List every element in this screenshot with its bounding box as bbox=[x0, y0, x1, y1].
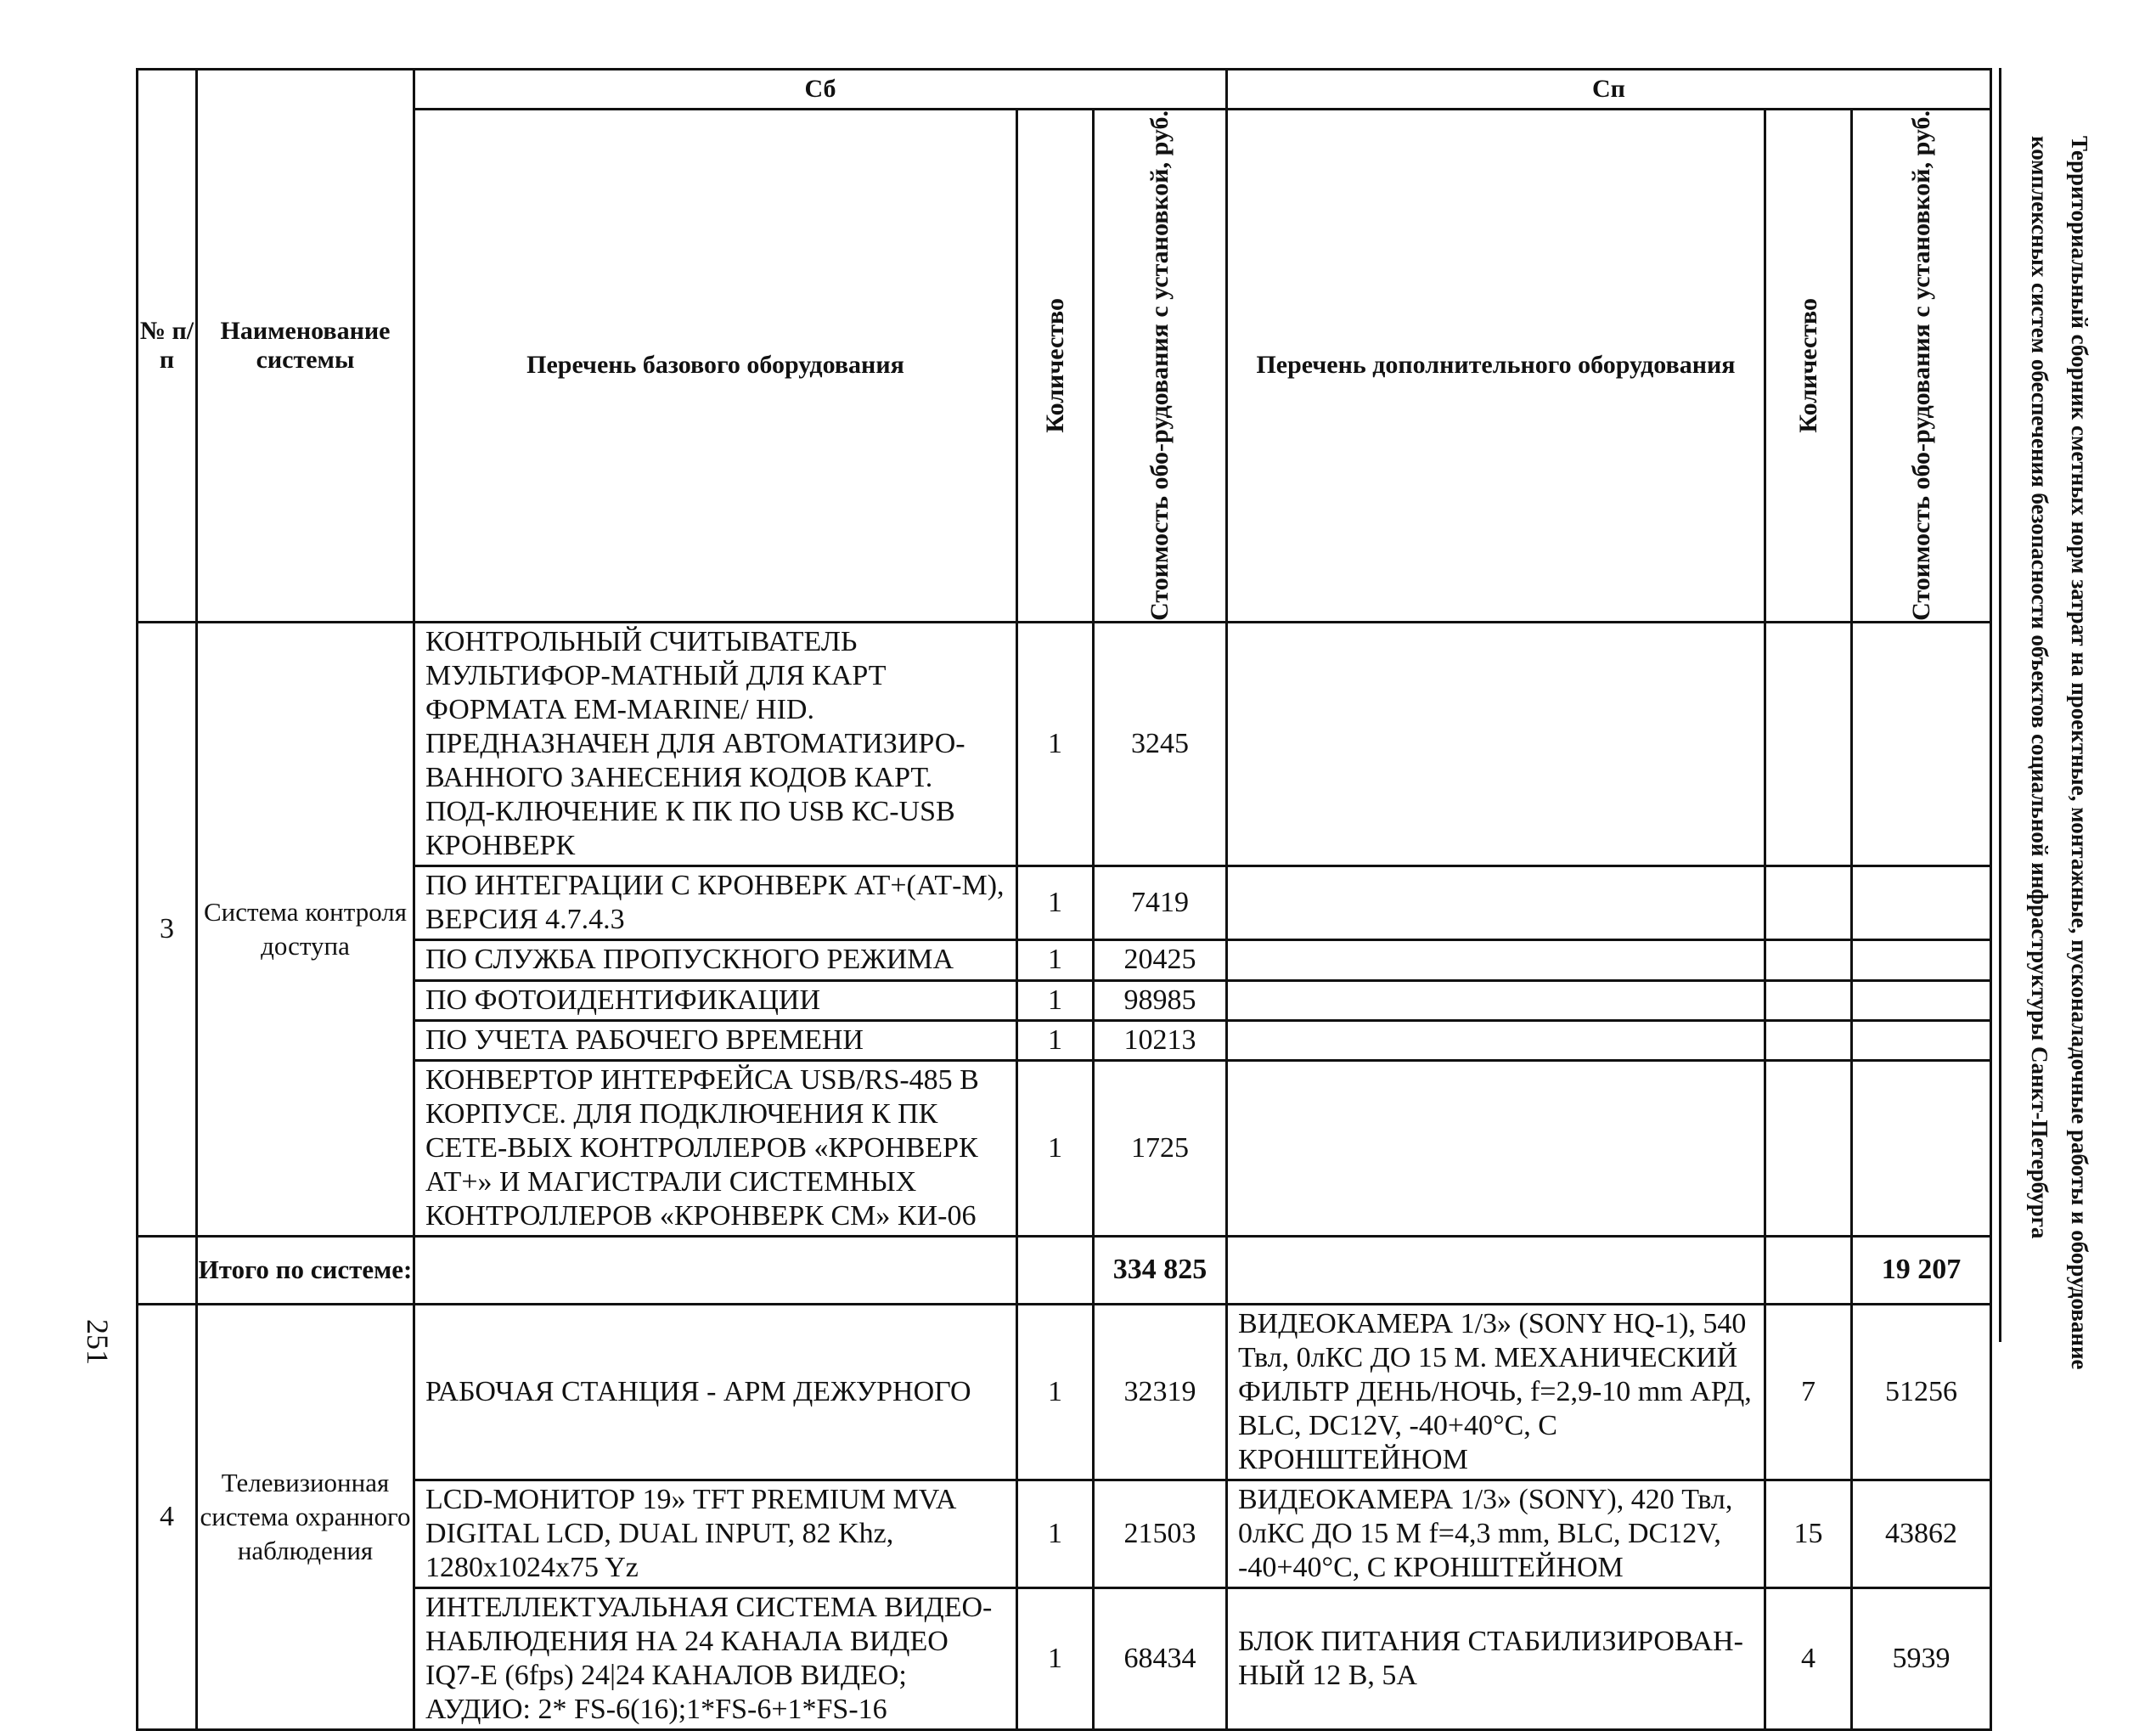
s4-row1-add-cost: 51256 bbox=[1852, 1304, 1991, 1480]
section3-total-label: Итого по системе: bbox=[197, 1236, 414, 1304]
section4-system: Телевизионная система охранного наблюдения bbox=[197, 1304, 414, 1729]
s4-row1-qty: 1 bbox=[1017, 1304, 1094, 1480]
s4-row1-add-desc: ВИДЕОКАМЕРА 1/3» (SONY HQ-1), 540 Твл, 0лКС ДО 15 М. МЕХАНИЧЕСКИЙ ФИЛЬТР ДЕНЬ/НОЧЬ, f=2,9-10 mm АРД, BLC, DC12V, -40+40°С, С КРОНШТЕЙНОМ bbox=[1227, 1304, 1765, 1480]
s3-row5-desc: ПО УЧЕТА РАБОЧЕГО ВРЕМЕНИ bbox=[414, 1020, 1017, 1060]
table-row bbox=[138, 1060, 1991, 1236]
s4-row2-add-qty: 15 bbox=[1765, 1480, 1852, 1587]
header-sp-qty bbox=[1765, 110, 1852, 623]
s3-row4-qty: 1 bbox=[1017, 980, 1094, 1020]
s3-row4-desc: ПО ФОТОИДЕНТИФИКАЦИИ bbox=[414, 980, 1017, 1020]
header-base-list: Перечень базового оборудования bbox=[414, 110, 1017, 623]
s4-row3-add-cost: 5939 bbox=[1852, 1587, 1991, 1729]
table-row bbox=[138, 1480, 1991, 1587]
s4-row3-desc: ИНТЕЛЛЕКТУАЛЬНАЯ СИСТЕМА ВИДЕО-НАБЛЮДЕНИЯ НА 24 КАНАЛА ВИДЕО IQ7-E (6fps) 24|24 КАНАЛОВ ВИДЕО; АУДИО: 2* FS-6(16);1*FS-6+1*FS-16 bbox=[414, 1587, 1017, 1729]
section4-no: 4 bbox=[138, 1304, 197, 1729]
header-sb-cost bbox=[1094, 110, 1227, 623]
header-sp-qty-text: Количество bbox=[1793, 298, 1822, 433]
s3-row6-cost: 1725 bbox=[1094, 1060, 1227, 1236]
header-add-list: Перечень дополнительного оборудования bbox=[1227, 110, 1765, 623]
section3-total-sb: 334 825 bbox=[1094, 1236, 1227, 1304]
side-running-title bbox=[2012, 136, 2106, 1370]
section3-no: 3 bbox=[138, 622, 197, 1236]
s4-row1-desc: РАБОЧАЯ СТАНЦИЯ - АРМ ДЕЖУРНОГО bbox=[414, 1304, 1017, 1480]
header-sp: Сп bbox=[1227, 70, 1991, 110]
page-number-text: 251 bbox=[81, 1319, 115, 1365]
table-row bbox=[138, 1304, 1991, 1480]
side-title-line1: Территориальный сборник сметных норм затрат на проектные, монтажные, пусконаладочные работы и оборудование bbox=[2067, 136, 2092, 1370]
section3-total-sp: 19 207 bbox=[1852, 1236, 1991, 1304]
header-sp-cost bbox=[1852, 110, 1991, 623]
table-row bbox=[138, 1020, 1991, 1060]
header-sb-qty bbox=[1017, 110, 1094, 623]
s4-row2-add-desc: ВИДЕОКАМЕРА 1/3» (SONY), 420 Твл, 0лКС ДО 15 М f=4,3 mm, BLC, DC12V, -40+40°С, С КРОНШТЕЙНОМ bbox=[1227, 1480, 1765, 1587]
header-sp-cost-text: Стоимость обо-рудования с установкой, руб. bbox=[1906, 110, 1935, 621]
s3-row2-desc: ПО ИНТЕГРАЦИИ С КРОНВЕРК АТ+(АТ-М), ВЕРСИЯ 4.7.4.3 bbox=[414, 866, 1017, 939]
s3-row6-qty: 1 bbox=[1017, 1060, 1094, 1236]
s4-row2-cost: 21503 bbox=[1094, 1480, 1227, 1587]
s3-row5-qty: 1 bbox=[1017, 1020, 1094, 1060]
s3-row1-qty: 1 bbox=[1017, 622, 1094, 866]
s3-row4-cost: 98985 bbox=[1094, 980, 1227, 1020]
table-row bbox=[138, 1587, 1991, 1729]
header-sb-cost-text: Стоимость обо-рудования с установкой, руб. bbox=[1146, 110, 1174, 621]
s3-row3-qty: 1 bbox=[1017, 939, 1094, 980]
s4-row2-desc: LCD-МОНИТОР 19» TFT PREMIUM MVA DIGITAL LCD, DUAL INPUT, 82 Khz, 1280x1024x75 Yz bbox=[414, 1480, 1017, 1587]
side-title-line2: комплексных систем обеспечения безопасности объектов социальной инфраструктуры Санкт-Петербурга bbox=[2027, 136, 2052, 1239]
s3-row1-desc: КОНТРОЛЬНЫЙ СЧИТЫВАТЕЛЬ МУЛЬТИФОР-МАТНЫЙ ДЛЯ КАРТ ФОРМАТА EM-MARINE/ HID. ПРЕДНАЗНАЧЕН ДЛЯ АВТОМАТИЗИРО-ВАННОГО ЗАНЕСЕНИЯ КОДОВ КАРТ. ПОД-КЛЮЧЕНИЕ К ПК ПО USB КС-USB КРОНВЕРК bbox=[414, 622, 1017, 866]
s4-row3-add-qty: 4 bbox=[1765, 1587, 1852, 1729]
header-sb: Сб bbox=[414, 70, 1227, 110]
total-row bbox=[138, 1236, 1991, 1304]
s3-row2-qty: 1 bbox=[1017, 866, 1094, 939]
s3-row1-add bbox=[1227, 622, 1765, 866]
s4-row3-add-desc: БЛОК ПИТАНИЯ СТАБИЛИЗИРОВАН-НЫЙ 12 В, 5А bbox=[1227, 1587, 1765, 1729]
side-divider bbox=[1999, 68, 2001, 1342]
s3-row1-cost: 3245 bbox=[1094, 622, 1227, 866]
header-system-name: Наименование системы bbox=[197, 70, 414, 623]
s4-row3-qty: 1 bbox=[1017, 1587, 1094, 1729]
header-sb-qty-text: Количество bbox=[1040, 298, 1069, 433]
table-row bbox=[138, 622, 1991, 866]
table-row bbox=[138, 980, 1991, 1020]
s3-row2-cost: 7419 bbox=[1094, 866, 1227, 939]
s3-row3-desc: ПО СЛУЖБА ПРОПУСКНОГО РЕЖИМА bbox=[414, 939, 1017, 980]
table-row bbox=[138, 939, 1991, 980]
header-no: № п/п bbox=[138, 70, 197, 623]
s3-row5-cost: 10213 bbox=[1094, 1020, 1227, 1060]
s4-row1-cost: 32319 bbox=[1094, 1304, 1227, 1480]
s4-row1-add-qty: 7 bbox=[1765, 1304, 1852, 1480]
page-number bbox=[76, 1300, 119, 1384]
table-row bbox=[138, 866, 1991, 939]
s4-row2-add-cost: 43862 bbox=[1852, 1480, 1991, 1587]
s3-row6-desc: КОНВЕРТОР ИНТЕРФЕЙСА USB/RS-485 В КОРПУСЕ. ДЛЯ ПОДКЛЮЧЕНИЯ К ПК СЕТЕ-ВЫХ КОНТРОЛЛЕРОВ «КРОНВЕРК АТ+» И МАГИСТРАЛИ СИСТЕМНЫХ КОНТРОЛЛЕРОВ «КРОНВЕРК СМ» КИ-06 bbox=[414, 1060, 1017, 1236]
s4-row3-cost: 68434 bbox=[1094, 1587, 1227, 1729]
section3-system: Система контроля доступа bbox=[197, 622, 414, 1236]
s4-row2-qty: 1 bbox=[1017, 1480, 1094, 1587]
s3-row3-cost: 20425 bbox=[1094, 939, 1227, 980]
equipment-table bbox=[136, 68, 1992, 1731]
